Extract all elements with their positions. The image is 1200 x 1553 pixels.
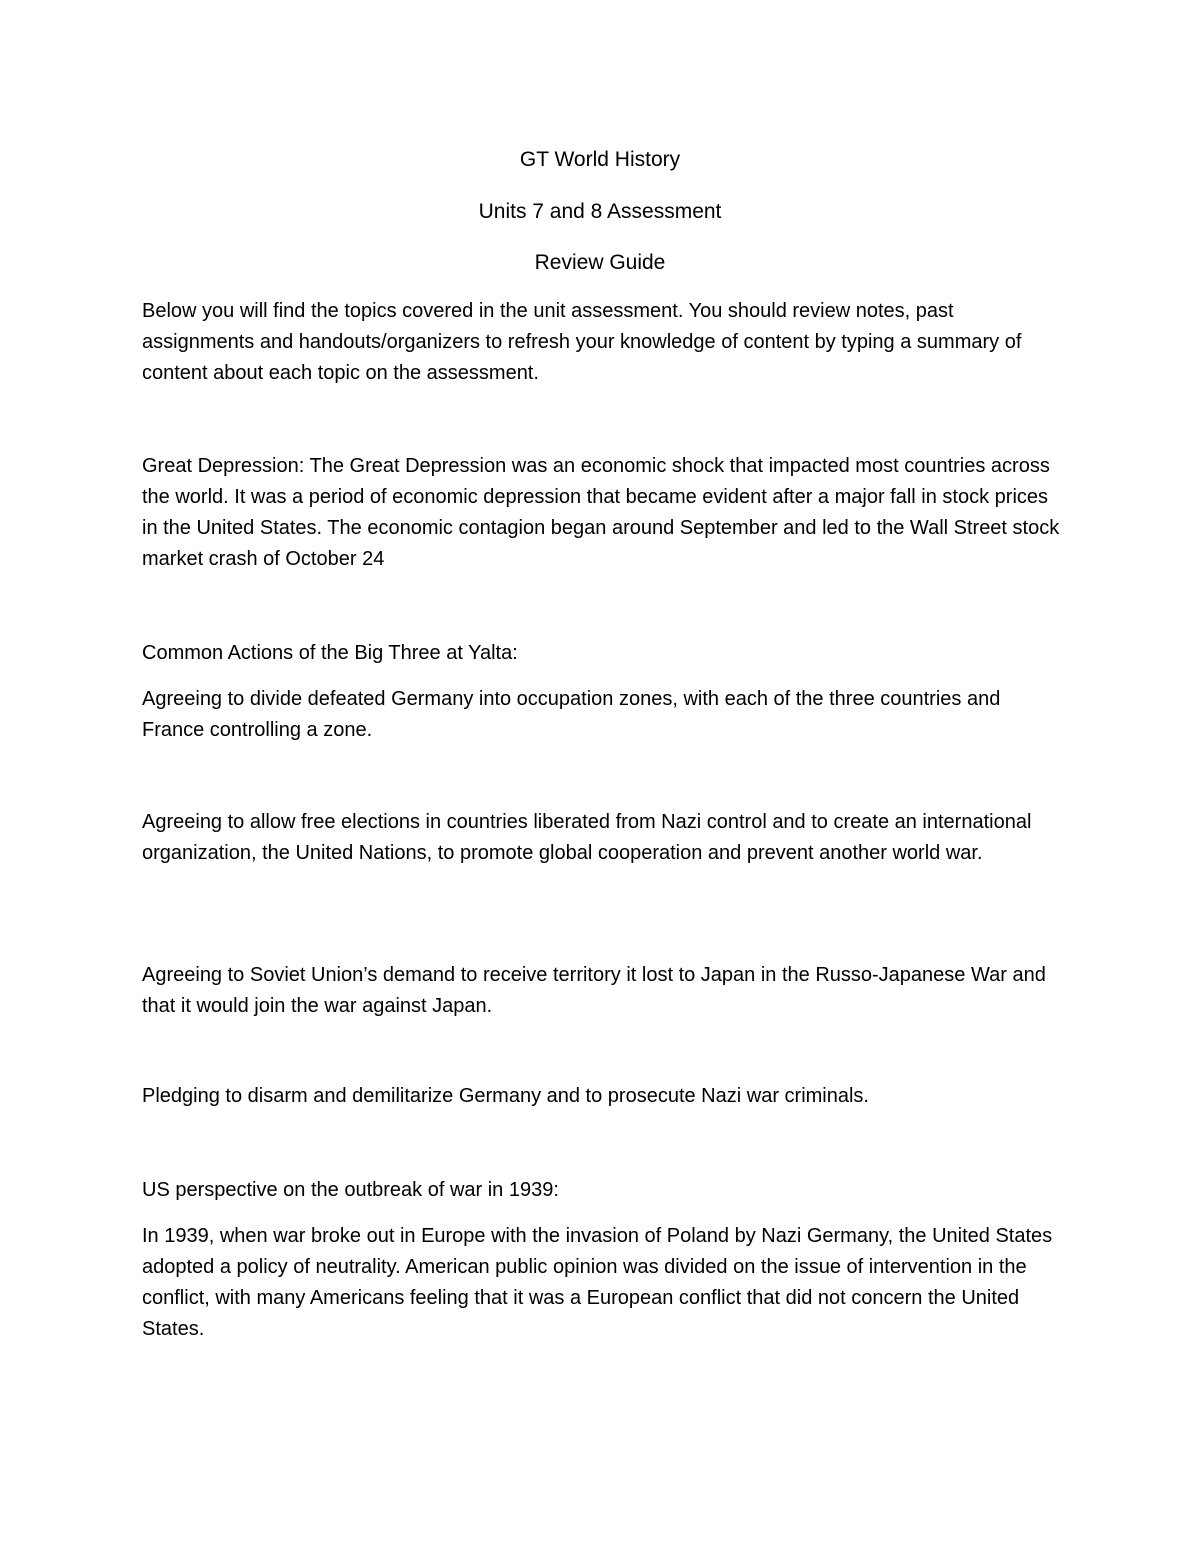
guide-title: Review Guide (534, 251, 666, 274)
us-perspective-heading: US perspective on the outbreak of war in 1939: (142, 1179, 559, 1201)
unit-title: Units 7 and 8 Assessment (478, 200, 722, 223)
yalta-heading: Common Actions of the Big Three at Yalta: (142, 642, 518, 664)
intro-paragraph: Below you will find the topics covered in the unit assessment. You should review notes, past assignments and handouts/organizers to refresh your knowledge of content by typing a summary of content about each topic on the assessment. (142, 300, 1022, 384)
us-perspective-paragraph: In 1939, when war broke out in Europe with the invasion of Poland by Nazi Germany, the United States adopted a policy of neutrality. American public opinion was divided on the issue of intervention in the conflict, with many Americans feeling that it was a European conflict that did not concern the United States. (142, 1225, 1053, 1340)
yalta-point-4: Pledging to disarm and demilitarize Germany and to prosecute Nazi war criminals. (142, 1085, 869, 1107)
great-depression-paragraph: Great Depression: The Great Depression was an economic shock that impacted most countries across the world. It was a period of economic depression that became evident after a major fall in stock prices in the United States. The economic contagion began around September and led to the Wall Street stock market crash of October 24 (142, 455, 1060, 570)
course-title: GT World History (519, 148, 681, 171)
yalta-point-1: Agreeing to divide defeated Germany into occupation zones, with each of the three countries and France controlling a zone. (142, 688, 1001, 741)
yalta-point-3: Agreeing to Soviet Union’s demand to receive territory it lost to Japan in the Russo-Japanese War and that it would join the war against Japan. (142, 964, 1046, 1017)
yalta-point-2: Agreeing to allow free elections in countries liberated from Nazi control and to create an international organization, the United Nations, to promote global cooperation and prevent another world war. (142, 811, 1032, 864)
